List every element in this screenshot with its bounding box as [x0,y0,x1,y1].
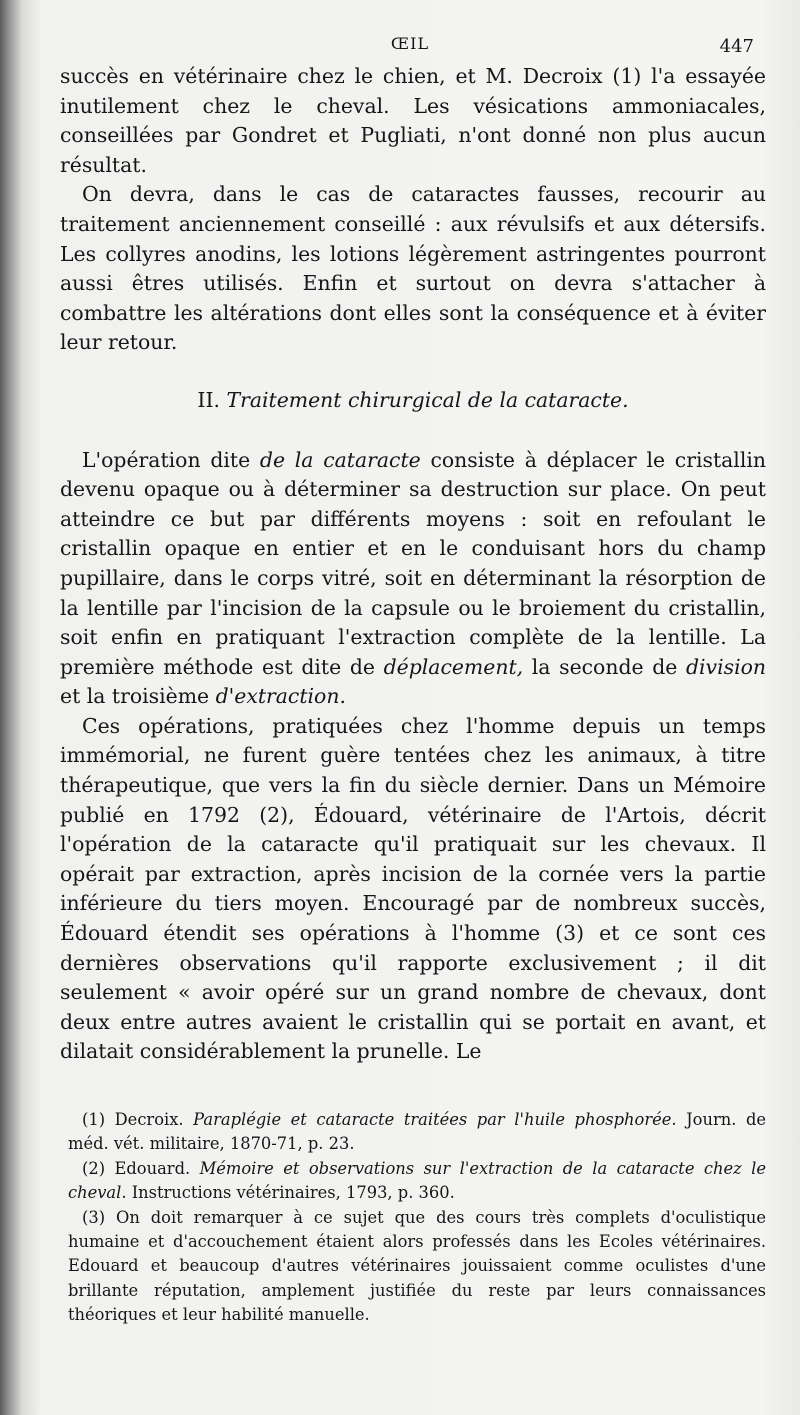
section-number: II. [197,387,220,412]
text-run: consiste à déplacer le cristallin devenu opaque ou à déterminer sa destruction sur place. On peut atteindre ce but par différents moyens : soit en refoulant le cristallin opaque en entier et en le conduisant hors du champ pupillaire, dans le corps vitré, soit en déterminant la résorption de la lentille par l'incision de la capsule ou le broiement du cristallin, soit enfin en pratiquant l'extraction complète de la lentille. La première méthode est dite de [60,447,767,679]
footnote-3: (3) On doit remarquer à ce sujet que des cours très complets d'oculistique humaine et d'accouchement étaient alors professés dans les Ecoles vétérinaires. Edouard et beaucoup d'autres vétérinaires jouissaient comme oculistes d'une brillante réputation, amplement justifiée du reste par leurs connaissances théoriques et leur habilité manuelle. [68,1207,766,1325]
paragraph-continuation: succès en vétérinaire chez le chien, et M. Decroix (1) l'a essayée inutilement chez le cheval. Les vésications ammoniacales, conseillées par Gondret et Pugliati, n'ont donné non plus aucun résultat. [60,64,766,177]
emphasis: d'extraction. [215,684,346,709]
text-run: et la troisième [60,684,216,709]
page-number: 447 [719,36,754,57]
text-run: L'opération dite [82,447,260,472]
section-heading [60,386,766,416]
emphasis: division [685,654,766,679]
emphasis: de la cataracte [259,447,421,472]
text-run: la seconde de [523,654,686,679]
emphasis: déplacement, [383,654,524,679]
footnote-2 [68,1157,766,1206]
text-run: (2) Edouard. [82,1158,200,1178]
paragraph-false-cataracts: On devra, dans le cas de cataractes fausses, recourir au traitement anciennement conseillé : aux révulsifs et aux détersifs. Les collyres anodins, les lotions légèrement astringentes pourront aussi êtres utilisés. Enfin et surtout on devra s'attacher à combattre les altérations dont elles sont la conséquence et à éviter leur retour. [60,182,766,355]
page-header [60,34,760,60]
emphasis: Paraplégie et cataracte traitées par l'huile phosphorée. [193,1110,677,1129]
paragraph-operation [60,446,766,712]
text-run: Journ. de méd. vét. militaire, 1870-71, p. 23. [68,1110,767,1154]
body-text [60,62,766,1067]
footnotes [68,1108,766,1328]
running-head: ŒIL [390,34,430,53]
emphasis: Mémoire et observations sur l'extraction de la cataracte chez le cheval. [68,1158,766,1203]
section-title: Traitement chirurgical de la cataracte. [226,387,629,412]
footnote-1 [68,1108,766,1157]
text-run: Instructions vétérinaires, 1793, p. 360. [126,1183,455,1203]
text-run: (1) Decroix. [82,1110,194,1129]
paragraph-history: Ces opérations, pratiquées chez l'homme depuis un temps immémorial, ne furent guère tentées chez les animaux, à titre thérapeutique, que vers la fin du siècle dernier. Dans un Mémoire publié en 1792 (2), Édouard, vétérinaire de l'Artois, décrit l'opération de la cataracte qu'il pratiquait sur les chevaux. Il opérait par extraction, après incision de la cornée vers la partie inférieure du tiers moyen. Encouragé par de nombreux succès, Édouard étendit ses opérations à l'homme (3) et ce sont ces dernières observations qu'il rapporte exclusivement ; il dit seulement « avoir opéré sur un grand nombre de chevaux, dont deux entre autres avaient le cristallin qui se portait en avant, et dilatait considérablement la prunelle. Le [60,713,766,1064]
